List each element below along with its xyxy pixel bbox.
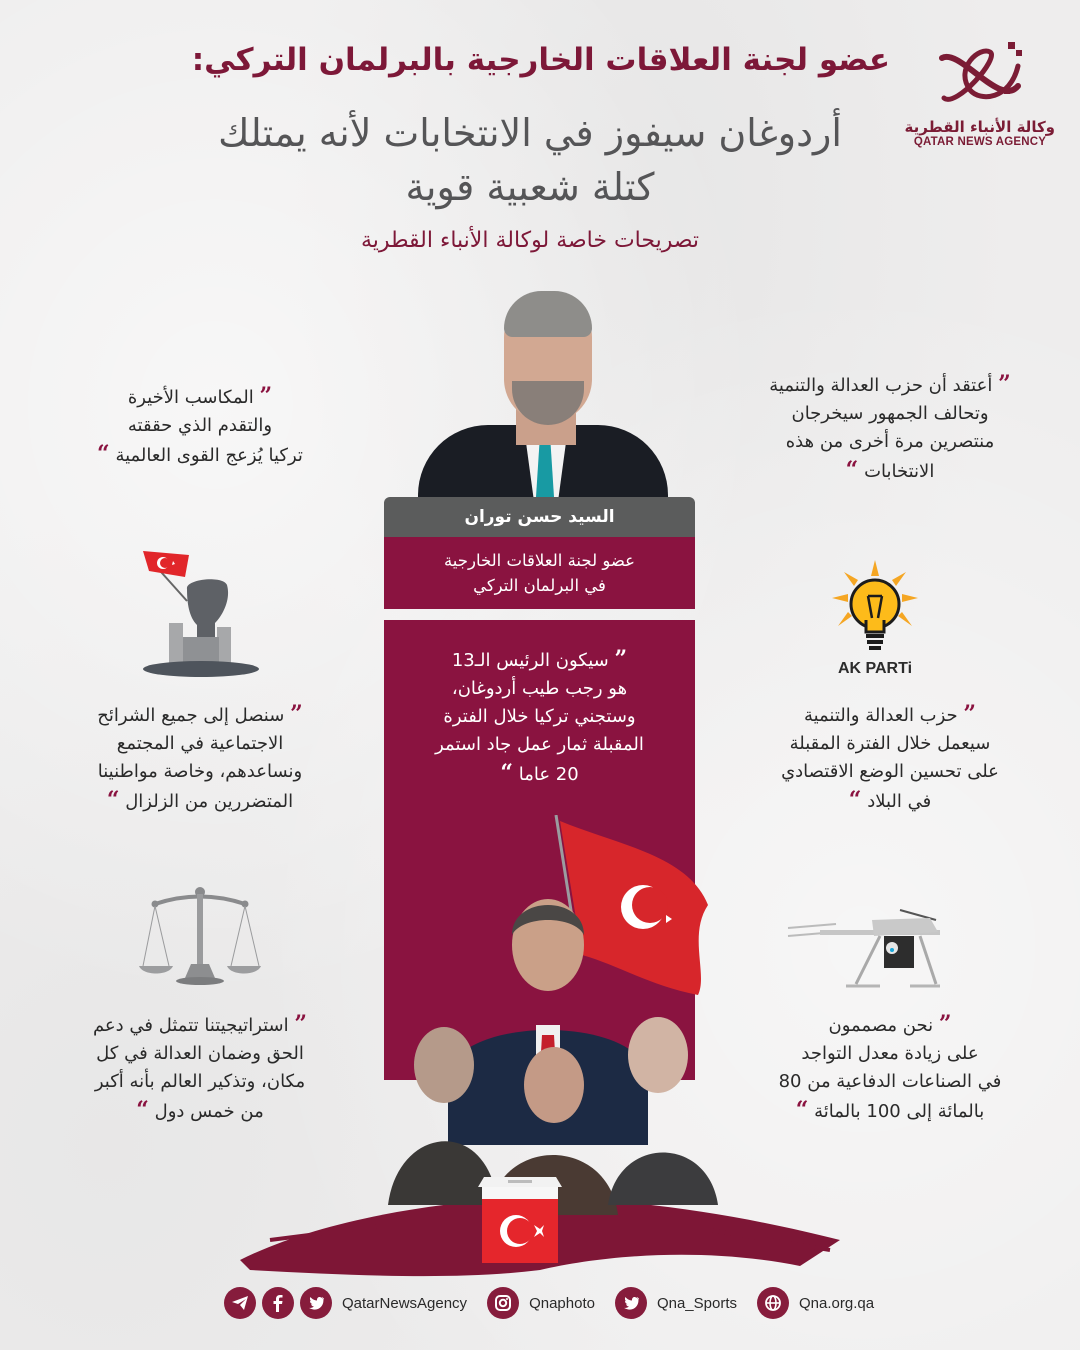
- headline-line: كتلة شعبية قوية: [405, 165, 655, 209]
- scales-of-justice-icon: [135, 878, 265, 986]
- quote-line: مكان، وتذكير العالم بأنه أكبر: [94, 1071, 306, 1092]
- facebook-icon[interactable]: [262, 1287, 294, 1319]
- ballot-box-icon: [478, 1163, 562, 1263]
- quote-line: سيعمل خلال الفترة المقبلة: [789, 733, 991, 754]
- speaker-title-line: في البرلمان التركي: [473, 576, 606, 595]
- social-footer: [224, 1286, 888, 1320]
- quote-bottom-left: [40, 1010, 360, 1126]
- headline-line: أردوغان سيفوز في الانتخابات لأنه يمتلك: [218, 111, 842, 155]
- earthquake-fist-flag-icon: [135, 545, 265, 680]
- center-quote: [384, 645, 695, 789]
- twitter-icon[interactable]: [615, 1287, 647, 1319]
- logo-english-text: QATAR NEWS AGENCY: [913, 136, 1047, 148]
- quote-top-left: [40, 382, 360, 470]
- quote-line: 20 عاما: [518, 764, 579, 785]
- headline-title: عضو لجنة العلاقات الخارجية بالبرلمان التركي:: [191, 42, 890, 78]
- lightbulb-icon: [830, 560, 920, 656]
- quote-middle-left: [40, 700, 360, 816]
- quote-line: الحق وضمان العدالة في كل: [96, 1043, 304, 1064]
- quote-middle-right: [720, 700, 1060, 816]
- headline-subtitle: [170, 106, 890, 214]
- quote-line: وتحالف الجمهور سيخرجان: [791, 403, 989, 424]
- open-quote-mark: ”: [290, 701, 303, 727]
- quote-line: على تحسين الوضع الاقتصادي: [781, 761, 999, 782]
- quote-line: المكاسب الأخيرة: [127, 387, 254, 408]
- social-handle-sports[interactable]: Qna_Sports: [656, 1294, 737, 1312]
- social-handle-instagram[interactable]: Qnaphoto: [529, 1294, 595, 1312]
- subheadline: تصريحات خاصة لوكالة الأنباء القطرية: [360, 228, 700, 253]
- ak-parti-label: AK PARTi: [837, 660, 913, 677]
- ak-parti-logo: [830, 560, 920, 680]
- speaker-title-line: عضو لجنة العلاقات الخارجية: [443, 551, 636, 570]
- social-handle-main[interactable]: QatarNewsAgency: [342, 1294, 468, 1312]
- quote-line: بالمائة إلى 100 بالمائة: [814, 1101, 985, 1122]
- qna-logo: [905, 38, 1055, 168]
- quote-line: سنصل إلى جميع الشرائح: [97, 705, 285, 726]
- open-quote-mark: ”: [938, 1011, 952, 1037]
- quote-bottom-right: [720, 1010, 1060, 1126]
- quote-line: منتصرين مرة أخرى من هذه: [785, 431, 995, 452]
- close-quote-mark: “: [500, 760, 513, 786]
- drone-icon: [780, 890, 940, 990]
- quote-line: نحن مصممون: [828, 1015, 934, 1036]
- open-quote-mark: ”: [998, 371, 1011, 397]
- open-quote-mark: ”: [614, 646, 628, 672]
- close-quote-mark: “: [848, 787, 862, 813]
- quote-line: على زيادة معدل التواجد: [801, 1043, 979, 1064]
- close-quote-mark: “: [106, 787, 120, 813]
- close-quote-mark: “: [136, 1097, 149, 1123]
- quote-line: والتقدم الذي حققته: [127, 415, 273, 436]
- quote-line: حزب العدالة والتنمية: [803, 705, 958, 726]
- speaker-name: السيد حسن توران: [384, 497, 695, 537]
- close-quote-mark: “: [795, 1097, 809, 1123]
- quote-line: سيكون الرئيس الـ13: [451, 650, 609, 671]
- quote-line: الانتخابات: [864, 461, 935, 482]
- quote-line: هو رجب طيب أردوغان،: [451, 678, 628, 699]
- globe-icon[interactable]: [757, 1287, 789, 1319]
- open-quote-mark: ”: [294, 1011, 308, 1037]
- quote-line: تركيا يُزعج القوى العالمية: [115, 445, 303, 466]
- quote-line: في البلاد: [867, 791, 932, 812]
- quote-line: استراتيجيتنا تتمثل في دعم: [92, 1015, 289, 1036]
- quote-line: في الصناعات الدفاعية من 80: [778, 1071, 1002, 1092]
- quote-line: وستجني تركيا خلال الفترة: [443, 706, 636, 727]
- portrait-hair: [504, 291, 592, 337]
- website-link[interactable]: Qna.org.qa: [799, 1294, 875, 1312]
- quote-line: من خمس دول: [154, 1101, 264, 1122]
- speaker-portrait: [412, 285, 670, 497]
- quote-line: المتضررين من الزلزال: [125, 791, 294, 812]
- instagram-icon[interactable]: [487, 1287, 519, 1319]
- telegram-icon[interactable]: [224, 1287, 256, 1319]
- logo-arabic-text: وكالة الأنباء القطرية: [904, 118, 1055, 136]
- speaker-title: [384, 537, 695, 609]
- open-quote-mark: ”: [259, 383, 273, 409]
- quote-line: الاجتماعية في المجتمع: [116, 733, 284, 754]
- open-quote-mark: ”: [963, 701, 977, 727]
- qna-logo-mark-icon: [930, 38, 1030, 116]
- quote-line: المقبلة ثمار عمل جاد استمر: [435, 734, 644, 755]
- quote-line: ونساعدهم، وخاصة مواطنينا: [97, 761, 303, 782]
- close-quote-mark: “: [97, 441, 110, 467]
- quote-top-right: [720, 370, 1060, 486]
- quote-line: أعتقد أن حزب العدالة والتنمية: [769, 375, 993, 396]
- close-quote-mark: “: [845, 457, 859, 483]
- twitter-icon[interactable]: [300, 1287, 332, 1319]
